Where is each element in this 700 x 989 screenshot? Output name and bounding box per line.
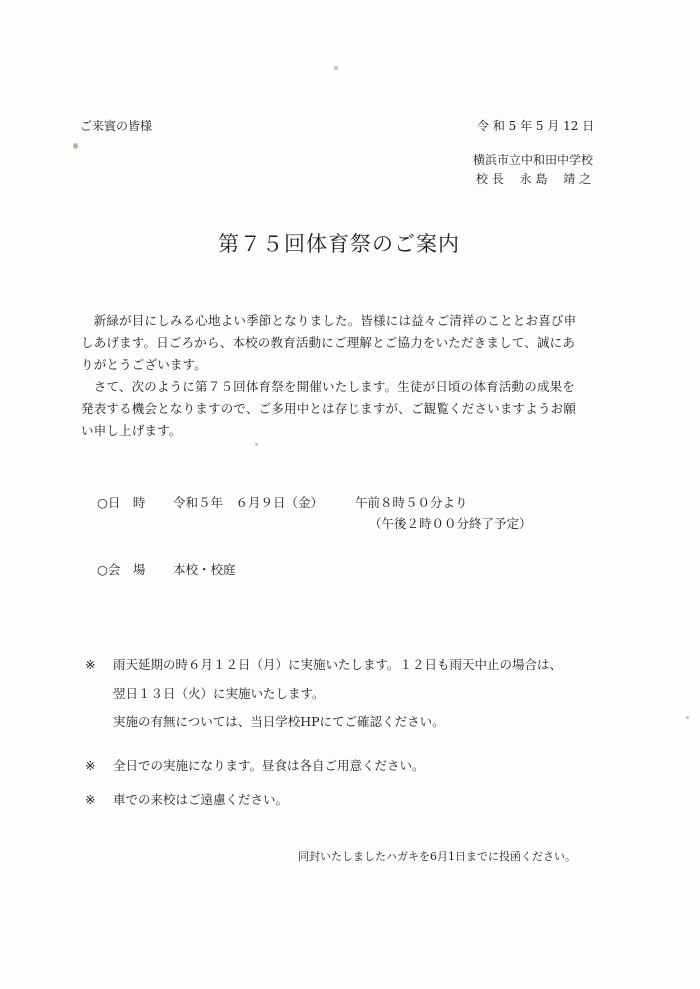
- note-rain-line3: 実施の有無については、当日学校HPにてご確認ください。: [113, 714, 445, 729]
- note-mark: ※: [85, 657, 96, 672]
- datetime-label: ○日 時: [97, 495, 146, 510]
- datetime-row: [97, 493, 468, 511]
- body-line: 新緑が目にしみる心地よい季節となりました。皆様には益々ご清祥のこととお喜び申: [81, 313, 577, 328]
- body-line: しあげます。日ごろから、本校の教育活動にご理解とご協力をいただきまして、誠にあ: [81, 335, 576, 350]
- body-line: さて、次のように第７５回体育祭を開催いたします。生徒が日頃の体育活動の成果を: [81, 379, 576, 394]
- datetime-time: 午前８時５０分より: [355, 495, 468, 510]
- venue-value: 本校・校庭: [173, 562, 236, 577]
- note-lunch: [85, 756, 425, 774]
- note-rain-line1: 雨天延期の時６月１２日（月）に実施いたします。１２日も雨天中止の場合は、: [113, 657, 563, 672]
- note-car-text: 車での来校はご遠慮ください。: [113, 792, 289, 807]
- note-lunch-text: 全日での実施になります。昼食は各自ご用意ください。: [113, 758, 425, 773]
- issue-date: 令 和 5 年 5 月 12 日: [477, 119, 595, 133]
- note-car: [85, 790, 288, 808]
- venue-label: ○会 場: [97, 562, 146, 577]
- principal-name: 校 長 永 島 靖 之: [476, 172, 592, 186]
- paper-speck: [255, 443, 258, 446]
- paper-speck: [73, 143, 78, 149]
- note-rain-line2: 翌日１３日（火）に実施いたします。: [113, 686, 325, 701]
- school-name: 横浜市立中和田中学校: [473, 153, 594, 167]
- paper-speck: [686, 716, 689, 719]
- footer-note: 同封いたしましたハガキを6月1日までに投函ください。: [298, 850, 576, 863]
- body-line: りがとうございます。: [81, 357, 208, 372]
- page-title: 第７５回体育祭のご案内: [218, 232, 460, 256]
- note-mark: ※: [85, 792, 96, 807]
- body-line: い申し上げます。: [81, 423, 182, 438]
- note-rain: [85, 655, 562, 673]
- body-line: 発表する機会となりますので、ご多用中とは存じますが、ご観覧くださいますようお願: [81, 401, 577, 416]
- datetime-end: （午後２時００分終了予定）: [369, 516, 532, 531]
- datetime-date: 令和５年 ６月９日（金）: [173, 495, 324, 510]
- recipient: ご来賓の皆様: [80, 119, 153, 133]
- note-mark: ※: [85, 758, 96, 773]
- venue-row: [97, 560, 236, 578]
- paper-speck: [334, 66, 338, 70]
